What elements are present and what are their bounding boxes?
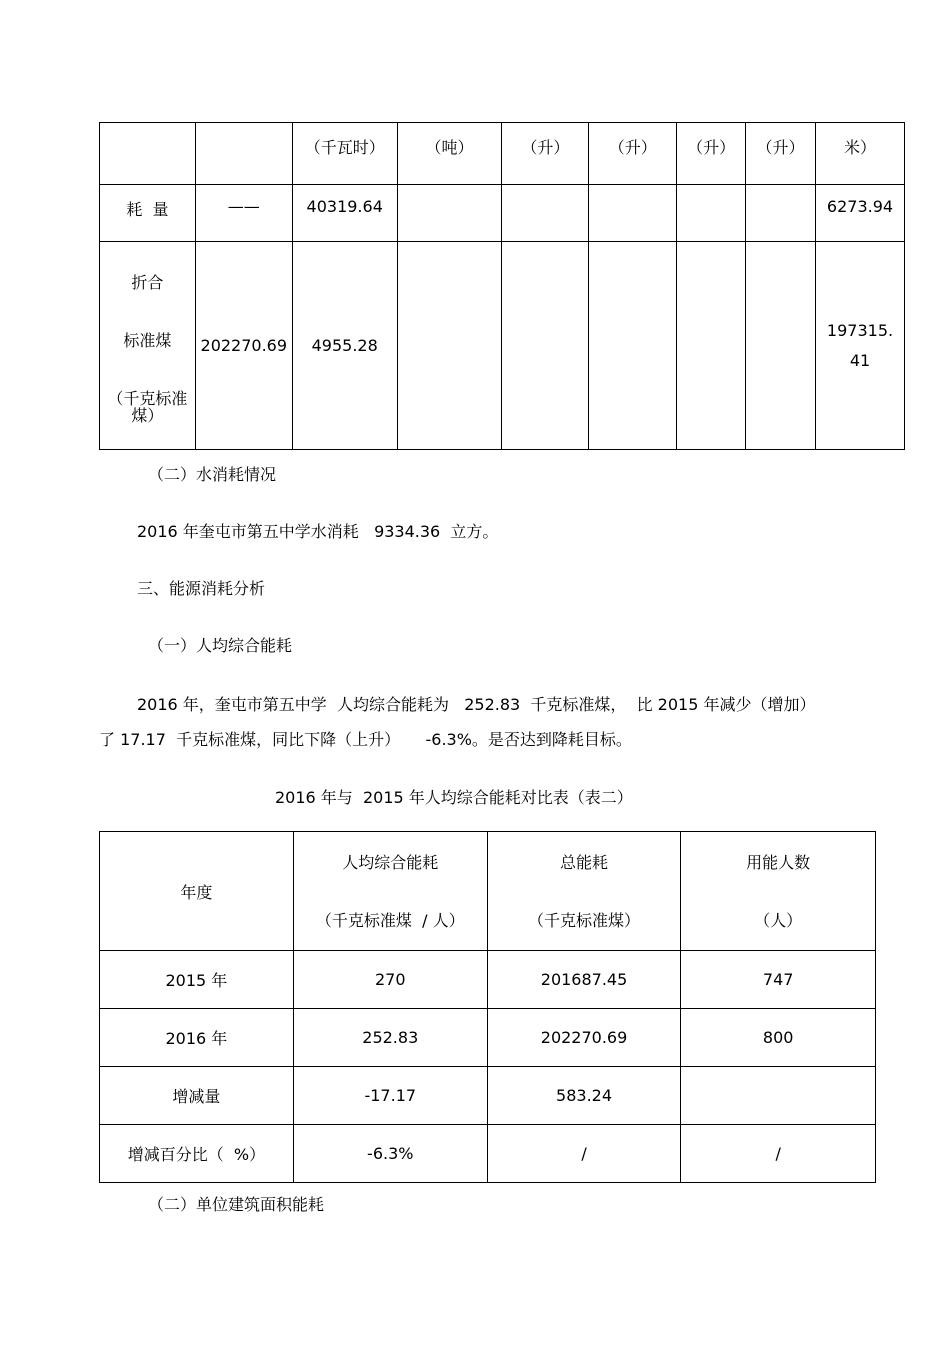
unit-cell: （升）	[746, 123, 816, 185]
standard-coal-row	[100, 242, 905, 450]
column-header	[487, 832, 681, 951]
table-row	[100, 1067, 876, 1125]
label-line: 折合	[131, 273, 164, 292]
table-cell: 202270.69	[487, 1009, 681, 1067]
unit-cell	[195, 123, 292, 185]
table-cell	[502, 242, 589, 450]
table-cell	[502, 185, 589, 242]
label-line: 标准煤	[123, 331, 172, 350]
table-cell: /	[487, 1125, 681, 1183]
table-cell: 270	[293, 951, 487, 1009]
table-cell: 6273.94	[816, 185, 905, 242]
section-heading: 三、能源消耗分析	[137, 579, 266, 598]
unit-cell: （升）	[589, 123, 677, 185]
header-line: （人）	[754, 911, 803, 930]
table-cell	[746, 242, 816, 450]
table-cell	[589, 185, 677, 242]
table-cell: 40319.64	[292, 185, 397, 242]
header-line: （千克标准煤 / 人）	[315, 911, 465, 930]
table-cell	[397, 185, 502, 242]
value-line: 41	[849, 350, 871, 370]
per-capita-text-line2: 了 17.17 千克标准煤，同比下降（上升） -6.3%。是否达到降耗目标。	[99, 730, 632, 749]
table-cell	[816, 242, 905, 450]
consumption-row	[100, 185, 905, 242]
table-row	[100, 951, 876, 1009]
row-label: 增减百分比（ %）	[100, 1125, 294, 1183]
per-capita-comparison-table	[99, 831, 876, 1183]
per-capita-text-line1: 2016 年，奎屯市第五中学 人均综合能耗为 252.83 千克标准煤， 比 2015 年减少（增加）	[137, 695, 816, 714]
unit-cell: （吨）	[397, 123, 502, 185]
table-cell	[677, 185, 746, 242]
table-row	[100, 1009, 876, 1067]
building-heading: （二）单位建筑面积能耗	[148, 1195, 325, 1214]
table-cell: 202270.69	[195, 242, 292, 450]
row-label: 2016 年	[100, 1009, 294, 1067]
table-cell: 4955.28	[292, 242, 397, 450]
table-cell	[746, 185, 816, 242]
row-label	[100, 242, 196, 450]
table-cell	[681, 1067, 876, 1125]
unit-cell: 米）	[816, 123, 905, 185]
table-cell: 201687.45	[487, 951, 681, 1009]
water-heading: （二）水消耗情况	[148, 465, 277, 484]
row-label: 增减量	[100, 1067, 294, 1125]
value-line: 197315.	[826, 320, 894, 340]
header-line: 人均综合能耗	[342, 853, 439, 872]
unit-cell: （千瓦时）	[292, 123, 397, 185]
table-cell: ——	[195, 185, 292, 242]
per-capita-heading: （一）人均综合能耗	[148, 636, 293, 655]
unit-cell: （升）	[677, 123, 746, 185]
header-line: 用能人数	[746, 853, 811, 872]
units-row	[100, 123, 905, 185]
column-header	[293, 832, 487, 951]
table-cell	[677, 242, 746, 450]
table-cell: 583.24	[487, 1067, 681, 1125]
label-line: （千克标准	[107, 389, 188, 408]
row-label: 2015 年	[100, 951, 294, 1009]
water-text: 2016 年奎屯市第五中学水消耗 9334.36 立方。	[137, 522, 499, 541]
table-cell: -17.17	[293, 1067, 487, 1125]
header-line: 总能耗	[560, 853, 609, 872]
table-cell: /	[681, 1125, 876, 1183]
table-row	[100, 1125, 876, 1183]
table-cell: 252.83	[293, 1009, 487, 1067]
table-cell: 800	[681, 1009, 876, 1067]
unit-cell: （升）	[502, 123, 589, 185]
row-label: 耗 量	[100, 185, 196, 242]
column-header	[681, 832, 876, 951]
table-cell	[397, 242, 502, 450]
table-caption: 2016 年与 2015 年人均综合能耗对比表（表二）	[275, 788, 633, 807]
energy-consumption-table	[99, 122, 905, 450]
label-line: 煤）	[131, 406, 164, 425]
table-cell: 747	[681, 951, 876, 1009]
table-cell: -6.3%	[293, 1125, 487, 1183]
table-cell	[589, 242, 677, 450]
header-line: （千克标准煤）	[528, 911, 641, 930]
unit-cell	[100, 123, 196, 185]
header-row	[100, 832, 876, 951]
year-header: 年度	[100, 832, 294, 951]
